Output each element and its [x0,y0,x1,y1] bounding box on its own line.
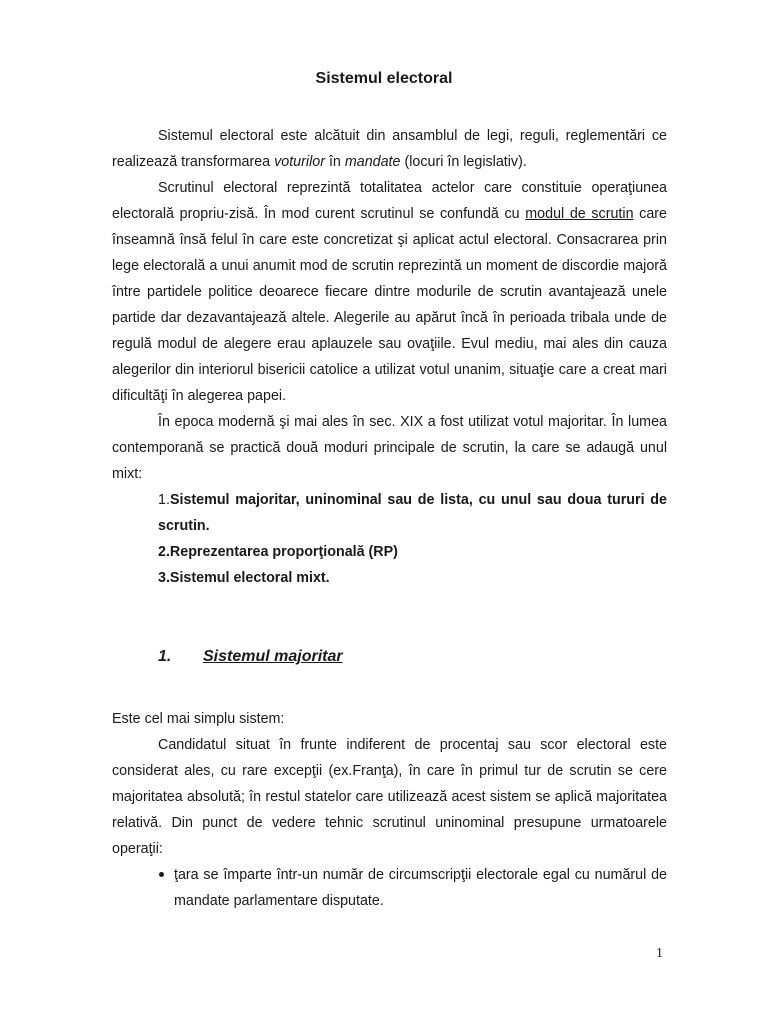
list-item [112,539,667,565]
list-item-text: 3.Sistemul electoral mixt. [158,570,330,586]
section-heading [158,644,667,670]
text-run: Sistemul electoral este alcătuit din ansamblul de legi, reguli, reglementări ce realizează transformarea [112,128,667,170]
italic-term-mandates: mandate [344,154,401,170]
text-run: în [324,154,345,170]
bullet-item-text: ţara se împarte într-un număr de circumscripţii electorale egal cu numărul de mandate parlamentare disputate. [174,867,667,909]
section-heading-number: 1. [158,648,172,665]
paragraph-simple-system: Este cel mai simplu sistem: [112,711,285,727]
document-body [112,123,667,914]
section-heading-text: Sistemul majoritar [203,648,343,665]
list-item-number: 1. [158,492,170,508]
bullet-item [112,862,667,914]
underlined-term: modul de scrutin [525,206,634,222]
page-number: 1 [656,946,663,961]
list-item [112,565,667,591]
paragraph-scrutiny [112,175,667,409]
paragraph-candidate: Candidatul situat în frunte indiferent de procentaj sau scor electoral este considerat ales, cu rare excepţii (ex.Franţa), în care în primul tur de scrutin se cere majoritatea absolută; în restul statelor care utilizează acest sistem se aplică majoritatea relativă. Din punct de vedere tehnic scrutinul uninominal presupune urmatoarele operaţii: [112,737,667,857]
list-item [112,487,667,539]
text-run: care înseamnă însă felul în care este concretizat şi aplicat actul electoral. Consacrarea prin lege electorală a unui anumit mod de scrutin reprezintă un moment de discordie majoră între partidele politice deoarece fiecare dintre modurile de scrutin avantajează unele partide dar dezavantajează altele. Alegerile au apărut încă în perioada tribala unde de regulă modul de alegere erau aplauzele sau ovaţiile. Evul mediu, mai ales din cauza alegerilor din interiorul bisericii catolice a utilizat votul unanim, situaţie care a creat mari dificultăţi în alegerea papei. [112,206,667,404]
list-item-text: Sistemul majoritar, uninominal sau de lista, cu unul sau doua tururi de scrutin. [158,492,667,534]
document-title: Sistemul electoral [315,70,453,87]
text-run: Scrutinul electoral reprezintă totalitatea actelor care constituie operaţiunea electorală propriu-zisă. În mod curent scrutinul se confundă cu [112,180,667,222]
paragraph-definition [112,123,667,175]
list-item-text: 2.Reprezentarea proporţională (RP) [158,544,398,560]
text-run: (locuri în legislativ). [400,154,527,170]
italic-term-votes: voturilor [274,154,325,170]
paragraph-modern-epoch: În epoca modernă şi mai ales în sec. XIX a fost utilizat votul majoritar. În lumea contemporană se practică două moduri principale de scrutin, la care se adaugă unul mixt: [112,414,667,482]
